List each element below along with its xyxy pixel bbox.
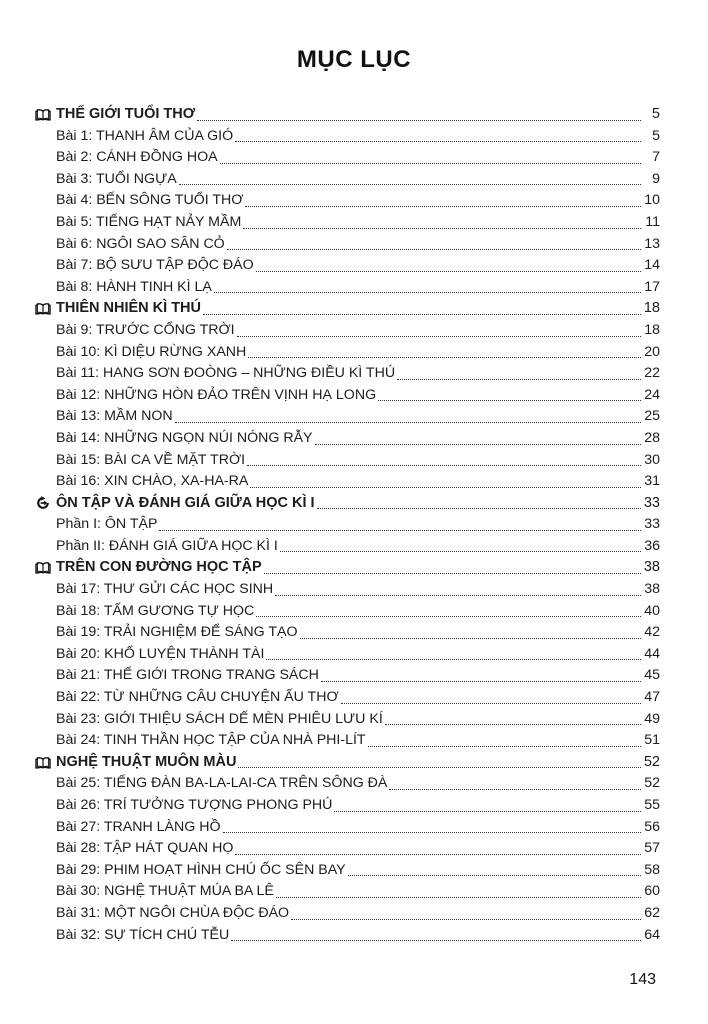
toc-page-number: 30	[644, 451, 660, 468]
toc-entry	[34, 644, 660, 666]
toc-label: NGHỆ THUẬT MUÔN MÀU	[56, 753, 237, 770]
toc-page-number: 57	[644, 840, 660, 857]
toc-page-number: 36	[644, 537, 660, 554]
dot-leader	[250, 487, 641, 488]
toc-page-number: 52	[644, 775, 660, 792]
toc-entry	[34, 147, 660, 169]
dot-leader	[368, 746, 641, 747]
toc-entry	[34, 385, 660, 407]
toc-page-number: 55	[644, 797, 660, 813]
toc-page-number: 60	[644, 883, 660, 900]
toc-page-number: 17	[644, 278, 660, 295]
table-of-contents	[34, 104, 660, 946]
toc-label: Bài 13: MẦM NON	[56, 408, 173, 425]
dot-leader	[231, 940, 641, 941]
toc-entry	[34, 795, 660, 817]
dot-leader	[348, 875, 641, 876]
toc-entry	[34, 450, 660, 472]
toc-page-number: 40	[644, 602, 660, 619]
dot-leader	[243, 228, 641, 229]
book-icon	[34, 109, 52, 121]
toc-label: Bài 32: SỰ TÍCH CHÚ TỄU	[56, 926, 230, 943]
toc-label: Bài 24: TINH THẦN HỌC TẬP CỦA NHÀ PHI-LÍT	[56, 732, 366, 749]
toc-page-number: 5	[652, 127, 660, 144]
dot-leader	[197, 120, 641, 121]
toc-page-number: 10	[644, 192, 660, 209]
dot-leader	[256, 271, 641, 272]
toc-label: THẾ GIỚI TUỔI THƠ	[56, 106, 196, 122]
toc-page-number: 13	[644, 235, 660, 252]
toc-page-number: 62	[644, 904, 660, 921]
toc-page-number: 14	[644, 257, 660, 274]
toc-entry	[34, 709, 660, 731]
toc-section	[34, 493, 660, 515]
dot-leader	[315, 444, 642, 445]
toc-label: Bài 8: HÀNH TINH KÌ LẠ	[56, 278, 212, 295]
toc-label: Bài 27: TRANH LÀNG HỒ	[56, 818, 221, 835]
dot-leader	[341, 703, 641, 704]
toc-entry	[34, 190, 660, 212]
toc-label: THIÊN NHIÊN KÌ THÚ	[56, 300, 201, 317]
toc-section	[34, 298, 660, 320]
page-title: MỤC LỤC	[296, 46, 412, 73]
dot-leader	[203, 314, 641, 315]
toc-entry	[34, 860, 660, 882]
toc-entry	[34, 903, 660, 925]
toc-label: Bài 1: THANH ÂM CỦA GIÓ	[56, 127, 234, 144]
book-icon	[34, 303, 52, 315]
toc-page-number: 24	[644, 386, 660, 403]
toc-label: Bài 20: KHỔ LUYỆN THÀNH TÀI	[56, 645, 265, 662]
toc-label: Bài 6: NGÔI SAO SÂN CỎ	[56, 235, 225, 252]
page-number: 143	[629, 971, 656, 988]
toc-entry	[34, 881, 660, 903]
toc-entry	[34, 255, 660, 277]
dot-leader	[235, 854, 641, 855]
toc-page-number: 33	[643, 494, 660, 511]
toc-label: Bài 25: TIẾNG ĐÀN BA-LA-LAI-CA TRÊN SÔNG ĐÀ	[56, 775, 388, 792]
toc-entry	[34, 320, 660, 342]
toc-label: Bài 26: TRÍ TƯỞNG TƯỢNG PHONG PHÚ	[56, 797, 333, 813]
dot-leader	[389, 789, 641, 790]
toc-label: Bài 16: XIN CHÀO, XA-HA-RA	[56, 473, 249, 490]
dot-leader	[276, 897, 641, 898]
toc-label: Bài 3: TUỔI NGỰA	[56, 170, 177, 187]
toc-entry	[34, 817, 660, 839]
toc-entry	[34, 536, 660, 558]
toc-section	[34, 752, 660, 774]
toc-entry	[34, 622, 660, 644]
toc-label: Bài 28: TẬP HÁT QUAN HỌ	[56, 840, 234, 857]
dot-leader	[280, 551, 641, 552]
toc-label: TRÊN CON ĐƯỜNG HỌC TẬP	[56, 559, 262, 576]
toc-label: Phần II: ĐÁNH GIÁ GIỮA HỌC KÌ I	[56, 537, 278, 554]
toc-label: Bài 11: HANG SƠN ĐOÒNG – NHỮNG ĐIỀU KÌ THÚ	[56, 365, 396, 382]
dot-leader	[237, 336, 641, 337]
toc-page-number: 52	[643, 753, 660, 770]
toc-page-number: 20	[644, 343, 660, 360]
dot-leader	[235, 141, 641, 142]
toc-page-number: 44	[644, 645, 660, 662]
toc-page-number: 58	[644, 861, 660, 878]
toc-entry	[34, 773, 660, 795]
toc-label: Bài 21: THẾ GIỚI TRONG TRANG SÁCH	[56, 667, 319, 684]
toc-label: Bài 7: BỘ SƯU TẬP ĐỘC ĐÁO	[56, 257, 254, 274]
toc-entry	[34, 342, 660, 364]
dot-leader	[214, 292, 641, 293]
toc-page-number: 9	[652, 170, 660, 187]
toc-entry	[34, 687, 660, 709]
dot-leader	[321, 681, 641, 682]
book-icon	[34, 757, 52, 769]
toc-entry	[34, 126, 660, 148]
toc-page-number: 47	[644, 689, 660, 706]
dot-leader	[223, 832, 641, 833]
dot-leader	[159, 530, 641, 531]
toc-label: Bài 4: BẾN SÔNG TUỔI THƠ	[56, 192, 244, 209]
toc-label: Bài 2: CÁNH ĐỒNG HOA	[56, 149, 218, 166]
toc-label: Bài 31: MỘT NGÔI CHÙA ĐỘC ĐÁO	[56, 904, 290, 921]
dot-leader	[264, 573, 641, 574]
dot-leader	[266, 659, 641, 660]
toc-page-number: 38	[644, 581, 660, 598]
toc-page-number: 11	[645, 213, 660, 230]
dot-leader	[247, 465, 641, 466]
toc-page-number: 64	[644, 926, 660, 943]
dot-leader	[300, 638, 641, 639]
toc-label: Bài 12: NHỮNG HÒN ĐẢO TRÊN VỊNH HẠ LONG	[56, 386, 377, 403]
dot-leader	[275, 595, 641, 596]
toc-page-number: 25	[644, 408, 660, 425]
toc-entry	[34, 665, 660, 687]
toc-page-number: 38	[643, 559, 660, 576]
toc-label: Bài 30: NGHỆ THUẬT MÚA BA LÊ	[56, 883, 274, 900]
toc-page-number: 18	[644, 321, 660, 338]
dot-leader	[238, 767, 640, 768]
dot-leader	[245, 206, 641, 207]
toc-label: Bài 15: BÀI CA VỀ MẶT TRỜI	[56, 451, 246, 468]
toc-entry	[34, 169, 660, 191]
toc-page-number: 5	[651, 106, 660, 122]
toc-entry	[34, 838, 660, 860]
toc-label: Bài 17: THƯ GỬI CÁC HỌC SINH	[56, 581, 274, 598]
dot-leader	[179, 184, 641, 185]
toc-entry	[34, 471, 660, 493]
toc-page-number: 45	[644, 667, 660, 684]
toc-entry	[34, 406, 660, 428]
toc-entry	[34, 514, 660, 536]
toc-page-number: 49	[644, 710, 660, 727]
toc-entry	[34, 601, 660, 623]
toc-label: Bài 29: PHIM HOẠT HÌNH CHÚ ỐC SÊN BAY	[56, 861, 346, 878]
book-icon	[34, 562, 52, 574]
dot-leader	[385, 724, 641, 725]
toc-page-number: 18	[643, 300, 660, 317]
toc-page-number: 33	[644, 516, 660, 533]
toc-section	[34, 104, 660, 126]
toc-page-number: 22	[644, 365, 660, 382]
dot-leader	[227, 249, 641, 250]
toc-label: ÔN TẬP VÀ ĐÁNH GIÁ GIỮA HỌC KÌ I	[56, 494, 315, 511]
toc-label: Bài 5: TIẾNG HẠT NẢY MẦM	[56, 213, 242, 230]
dot-leader	[248, 357, 641, 358]
toc-entry	[34, 925, 660, 947]
dot-leader	[175, 422, 641, 423]
toc-page-number: 7	[652, 149, 660, 166]
toc-entry	[34, 428, 660, 450]
toc-entry	[34, 579, 660, 601]
toc-label: Phần I: ÔN TẬP	[56, 516, 158, 533]
toc-label: Bài 23: GIỚI THIỆU SÁCH DẾ MÈN PHIÊU LƯU KÍ	[56, 710, 383, 727]
dot-leader	[256, 616, 641, 617]
toc-entry	[34, 363, 660, 385]
toc-page-number: 31	[644, 473, 660, 490]
dot-leader	[397, 379, 641, 380]
arrow-icon	[34, 496, 52, 510]
toc-section	[34, 557, 660, 579]
toc-entry	[34, 730, 660, 752]
dot-leader	[291, 919, 641, 920]
toc-label: Bài 14: NHỮNG NGỌN NÚI NÓNG RẪY	[56, 429, 313, 446]
toc-label: Bài 9: TRƯỚC CỔNG TRỜI	[56, 321, 235, 338]
toc-entry	[34, 277, 660, 299]
dot-leader	[378, 400, 641, 401]
toc-label: Bài 10: KÌ DIỆU RỪNG XANH	[56, 343, 247, 360]
toc-page-number: 42	[644, 624, 660, 641]
toc-label: Bài 18: TẤM GƯƠNG TỰ HỌC	[56, 602, 255, 619]
toc-label: Bài 22: TỪ NHỮNG CÂU CHUYỆN ẤU THƠ	[56, 689, 339, 706]
toc-page-number: 51	[644, 732, 660, 749]
toc-page-number: 56	[644, 818, 660, 835]
toc-entry	[34, 234, 660, 256]
toc-page-number: 28	[644, 429, 660, 446]
dot-leader	[334, 811, 641, 812]
toc-entry	[34, 212, 660, 234]
dot-leader	[317, 508, 641, 509]
dot-leader	[220, 163, 641, 164]
toc-label: Bài 19: TRẢI NGHIỆM ĐỂ SÁNG TẠO	[56, 624, 298, 641]
